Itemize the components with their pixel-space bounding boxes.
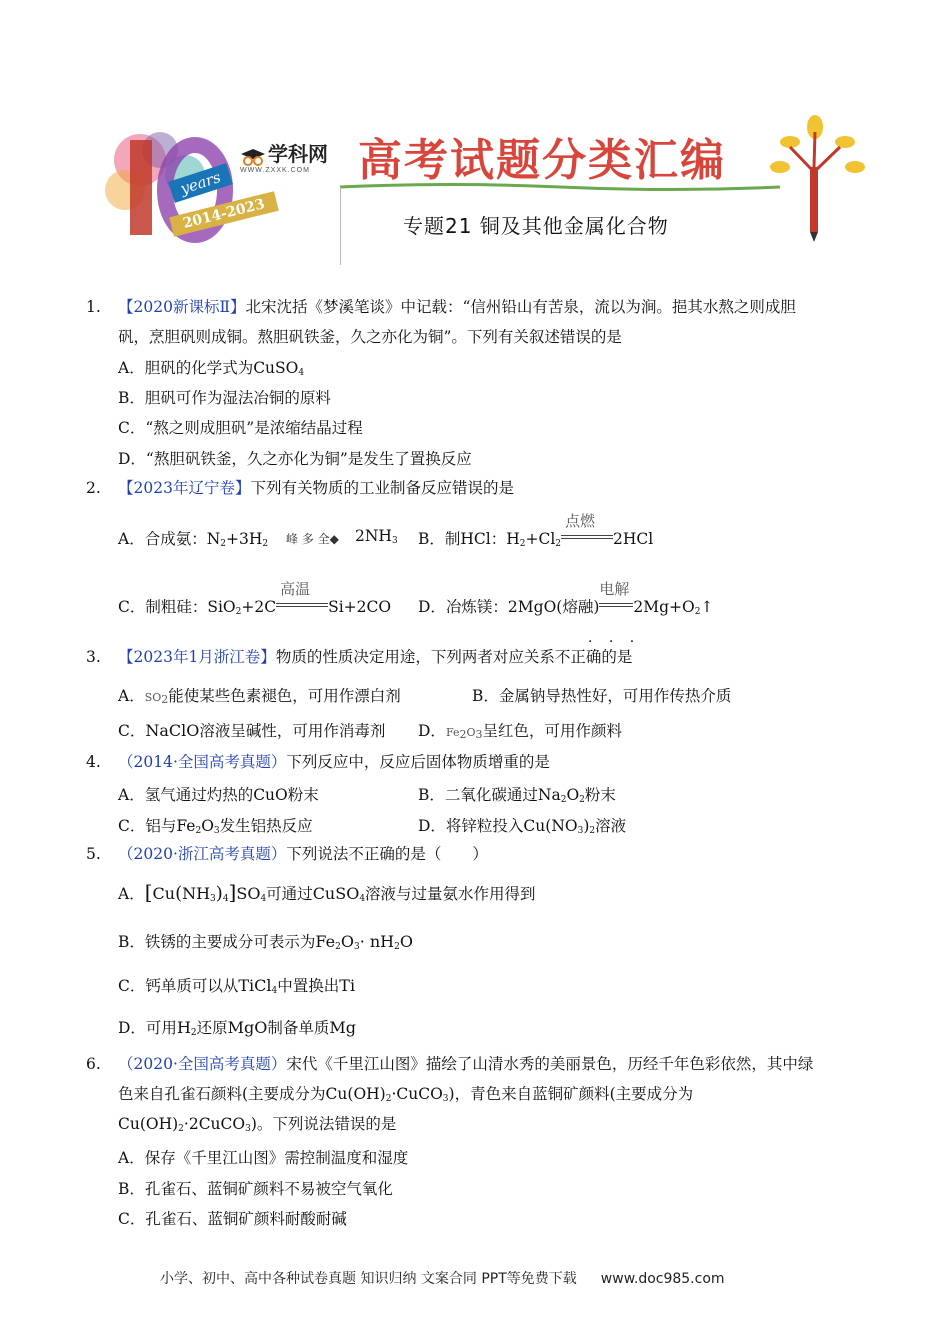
option-text: +Cl: [525, 530, 556, 548]
question-source: 【2023年辽宁卷】: [118, 479, 251, 497]
question-source: 【2020新课标Ⅱ】: [118, 298, 246, 316]
brand-url: WWW.ZXXK.COM: [240, 167, 310, 174]
q4-option-b: B．二氧化碳通过$Na_2O_2$粉末: [418, 786, 616, 805]
option-text: C．钙单质可以从: [118, 977, 239, 995]
graduation-cap-icon: [240, 148, 266, 166]
stem-text: 下列反应中，反应后固体物质增重的是: [286, 753, 550, 771]
formula: CuSO: [312, 884, 360, 903]
question-source: （2020·全国高考真题）: [118, 1055, 287, 1073]
stem-text: 宋代《千里江山图》描绘了山清水秀的美丽景色，历经千年色彩依然，其中绿: [286, 1055, 814, 1073]
emphasis-dots: · · ·: [588, 634, 641, 650]
option-text: 溶液与过量氨水作用得到: [365, 885, 536, 903]
question-1: [86, 292, 101, 322]
question-source: （2014·全国高考真题）: [118, 753, 287, 771]
page-footer: [160, 1268, 725, 1288]
formula: O: [340, 932, 354, 951]
q2-option-b: B．制HCl：$H_2+Cl_2$ 点燃 2HCl: [418, 512, 654, 549]
stem-text: Cu(OH): [118, 1115, 179, 1133]
stem-text: )，青色来自蓝铜矿颜料(主要成分为: [448, 1085, 694, 1103]
question-3-stem: [118, 642, 632, 672]
q4-option-c: C．铝与$Fe_2O_3$发生铝热反应: [118, 817, 313, 836]
q3-option-b: B．金属钠导热性好，可用作传热介质: [472, 687, 732, 705]
question-6-stem-cont: 色来自孔雀石颜料(主要成分为$Cu(OH)_2\cdot CuCO_3$)，青色来自蓝铜矿颜料(主要成分为: [118, 1085, 694, 1104]
reaction-condition: 电解: [599, 580, 630, 598]
option-text: 2HCl: [613, 530, 654, 548]
question-2-number: 2.: [86, 479, 101, 497]
topic-subtitle: 专题21 铜及其他金属化合物: [403, 214, 669, 238]
question-5-stem: [118, 839, 488, 869]
formula: Ti: [339, 976, 356, 995]
formula: Fe: [315, 932, 336, 951]
question-source: （2020·浙江高考真题）: [118, 845, 287, 863]
subscript: 4: [298, 368, 305, 378]
q4-option-d: D．将锌粒投入$Cu(NO_3)_2$溶液: [418, 817, 627, 836]
option-text: D．可用: [118, 1019, 177, 1037]
reaction-condition: 高温: [280, 580, 311, 598]
q5-option-c: C．钙单质可以从TiCl$_4$中置换出Ti: [118, 976, 356, 996]
formula: Fe: [445, 726, 460, 739]
q1-option-c: C．“熬之则成胆矾”是浓缩结晶过程: [118, 419, 363, 437]
option-text: 2NH: [355, 527, 392, 545]
year-range-ribbon: 2014-2023: [169, 191, 278, 236]
option-text: O: [566, 786, 580, 804]
formula: MgO: [227, 1018, 268, 1037]
q3-option-c: C．NaClO溶液呈碱性，可用作消毒剂: [118, 721, 386, 740]
footer-url[interactable]: www.doc985.com: [600, 1271, 725, 1287]
option-text: 还原: [196, 1019, 228, 1037]
option-text: 发生铝热反应: [219, 817, 313, 835]
option-text: 粉末: [584, 786, 616, 804]
option-text: 溶液: [595, 817, 627, 835]
question-6-stem: [118, 1049, 813, 1079]
banner-divider: [340, 187, 341, 265]
stem-text: 下列说法不正确的是（ ）: [286, 845, 488, 863]
formula: NaClO: [145, 721, 200, 740]
question-3-number: 3.: [86, 648, 101, 666]
option-text: B．制HCl：H: [418, 530, 520, 548]
question-6-number: 6.: [86, 1055, 101, 1073]
option-text: 可通过: [266, 885, 313, 903]
q2-option-a: A．合成氨：$N_2+3H_2$: [118, 530, 269, 549]
reaction-arrow: [599, 580, 633, 618]
years-ribbon: years: [168, 163, 233, 203]
formula: · nH: [359, 932, 395, 951]
question-source: 【2023年1月浙江卷】: [118, 648, 276, 666]
stem-text: 物质的性质决定用途，下列两者对应关系不正确的是: [275, 648, 633, 666]
brand-name: 学科网: [268, 144, 328, 166]
q2-option-a-product: $2NH_3$: [355, 527, 398, 546]
option-text: 中置换出: [277, 977, 340, 995]
option-text: +2C: [241, 598, 277, 616]
question-2-stem: [118, 473, 514, 503]
q6-option-a: A．保存《千里江山图》需控制温度和湿度: [118, 1149, 409, 1167]
xkw-brand: [240, 138, 328, 174]
option-text: 2Mg+O: [633, 598, 695, 616]
option-text: C．铝与Fe: [118, 817, 196, 835]
stem-text: 下列有关物质的工业制备反应错误的是: [250, 479, 514, 497]
q6-option-b: B．孔雀石、蓝铜矿颜料不易被空气氧化: [118, 1180, 393, 1198]
q5-option-b: B．铁锈的主要成分可表示为$Fe_2O_3\cdot nH_2O$: [118, 932, 413, 952]
vine-decoration: [340, 182, 780, 192]
option-text: 能使某些色素褪色，可用作漂白剂: [168, 687, 401, 705]
q2-a-garbled-condition: 峰 多 全◆: [286, 532, 339, 546]
stem-text: 北宋沈括《梦溪笔谈》中记载：“信州铅山有苦泉，流以为涧。挹其水熬之则成胆: [245, 298, 796, 316]
q3-option-a: A．$SO_2$能使某些色素褪色，可用作漂白剂: [118, 687, 401, 706]
header-banner: [100, 112, 870, 262]
stem-text: ·CuCO: [391, 1085, 443, 1103]
option-text: C．制粗硅：SiO: [118, 598, 236, 616]
question-number: 1.: [86, 298, 101, 316]
option-text: O: [201, 817, 214, 835]
footer-text: 小学、初中、高中各种试卷真题 知识归纳 文案合同 PPT等免费下载: [160, 1271, 577, 1287]
option-text: B．铁锈的主要成分可表示为: [118, 933, 316, 951]
reaction-condition: 点燃: [565, 512, 596, 530]
q2-option-d: D．冶炼镁：2MgO(熔融) 电解 $2Mg+O_2↑$: [418, 580, 714, 617]
q5-option-a: A．$[Cu(NH_3)_4]SO_4$可通过CuSO$_4$溶液与过量氨水作用得到: [118, 880, 536, 904]
option-text: B．二氧化碳通过Na: [418, 786, 561, 804]
q2-option-c: C．制粗硅：SiO$_2$+2C 高温 Si+2CO: [118, 580, 392, 617]
formula: O: [399, 932, 413, 951]
formula: SO: [144, 691, 162, 704]
question-1-stem: [118, 292, 796, 322]
q1-option-b: B．胆矾可作为湿法冶铜的原料: [118, 389, 331, 407]
q1-option-d: D．“熬胆矾铁釜，久之亦化为铜”是发生了置换反应: [118, 450, 472, 468]
question-4-stem: [118, 747, 550, 777]
stem-text: 色来自孔雀石颜料(主要成分为Cu(OH): [118, 1085, 386, 1103]
option-text: A．胆矾的化学式为CuSO: [118, 359, 299, 377]
question-5-number: 5.: [86, 845, 101, 863]
formula: TiCl: [238, 976, 272, 995]
option-text: ): [583, 817, 590, 835]
reaction-arrow: [561, 512, 613, 550]
option-text: ↑: [700, 598, 714, 616]
option-text: 溶液呈碱性，可用作消毒剂: [199, 722, 386, 740]
question-6-stem-cont2: $Cu(OH)_2\cdot 2CuCO_3$)。下列说法错误的是: [118, 1115, 397, 1134]
option-text: A．合成氨：N: [118, 530, 221, 548]
q4-option-a: A．氢气通过灼热的CuO粉末: [118, 786, 319, 804]
tree-pencil-icon: [760, 112, 870, 242]
q1-option-a: [118, 356, 304, 378]
option-text: 呈红色，可用作颜料: [482, 722, 623, 740]
option-text: D．将锌粒投入Cu(NO: [418, 817, 578, 835]
q3-option-d: D．$Fe_2O_3$呈红色，可用作颜料: [418, 722, 623, 741]
stem-text: )。下列说法错误的是: [250, 1115, 397, 1133]
question-1-stem-cont: 矾，烹胆矾则成铜。熬胆矾铁釜，久之亦化为铜”。下列有关叙述错误的是: [118, 328, 622, 346]
option-text: Si+2CO: [328, 598, 392, 616]
option-text: D．冶炼镁：2MgO(熔融): [418, 598, 600, 616]
formula: H: [176, 1018, 191, 1037]
reaction-arrow: [276, 580, 328, 618]
banner-title: 高考试题分类汇编: [358, 135, 726, 186]
option-text: 制备单质: [267, 1019, 330, 1037]
formula: Mg: [329, 1018, 357, 1037]
q6-option-c: C．孔雀石、蓝铜矿颜料耐酸耐碱: [118, 1210, 347, 1228]
option-text: +3H: [226, 530, 263, 548]
question-4-number: 4.: [86, 753, 101, 771]
q5-option-d: D．可用$H_2$还原MgO制备单质Mg: [118, 1018, 357, 1038]
stem-text: ·2CuCO: [183, 1115, 246, 1133]
